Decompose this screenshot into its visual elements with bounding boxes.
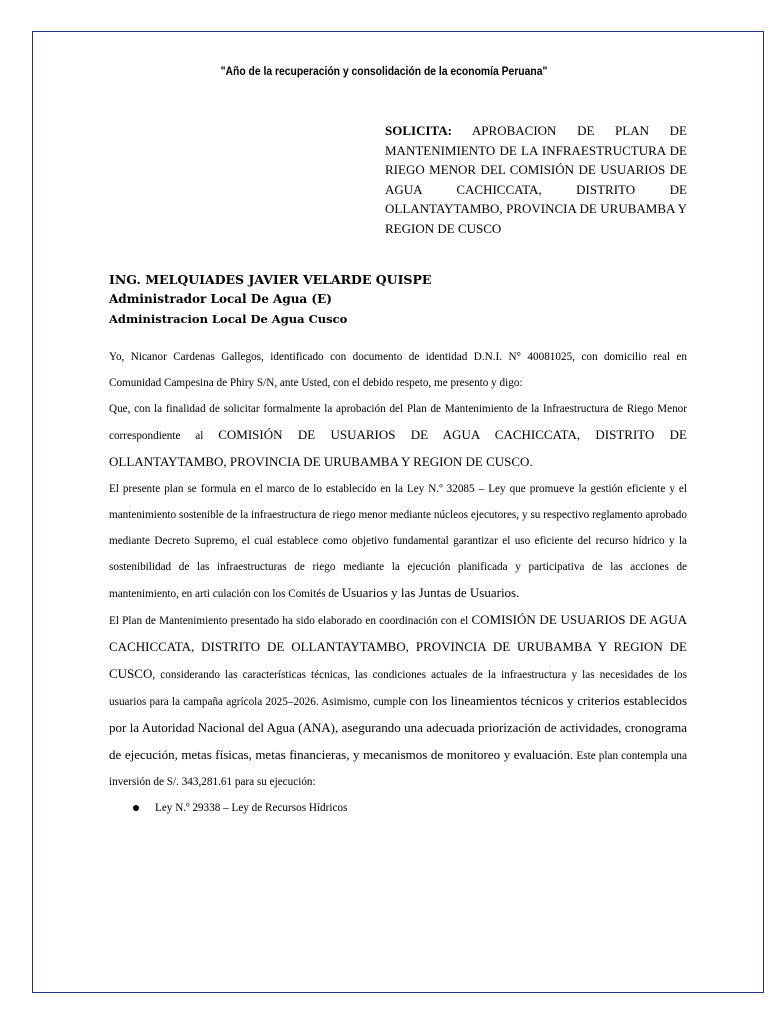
paragraph-legal-tail: Usuarios y las Juntas de Usuarios. — [341, 585, 520, 600]
addressee-office: Administracion Local De Agua Cusco — [109, 312, 348, 326]
paragraph-plan-text: El Plan de Mantenimiento presentado ha sido elaborado en coordinación con el — [109, 615, 469, 627]
paragraph-legal-framework — [109, 476, 687, 607]
law-list — [109, 795, 687, 821]
solicita-label: SOLICITA: — [385, 123, 452, 138]
document-motto: "Año de la recuperación y consolidación de la economía Peruana" — [220, 66, 548, 78]
addressee-block — [109, 271, 669, 330]
solicita-block — [385, 121, 687, 238]
bullet-icon — [133, 805, 139, 811]
addressee-name: ING. MELQUIADES JAVIER VELARDE QUISPE — [109, 272, 432, 287]
list-item — [109, 795, 687, 821]
paragraph-intro: Yo, Nicanor Cardenas Gallegos, identificado con documento de identidad D.N.I. N° 40081025, con domicilio real en Comunidad Campesina de Phiry S/N, ante Usted, con el debido respeto, me presento y digo: — [109, 351, 687, 389]
paragraph-plan — [109, 607, 687, 795]
paragraph-purpose — [109, 396, 687, 476]
paragraph-plan-guidelines: con los lineamientos técnicos y criterios establecidos por la Autoridad Nacional del Agua (ANA), asegurando una adecuada priorización de actividades, cronograma de ejecución, metas físicas, metas financieras, y mecanismos de monitoreo y evaluación. — [109, 693, 688, 762]
solicita-text: APROBACION DE PLAN DE MANTENIMIENTO DE LA INFRAESTRUCTURA DE RIEGO MENOR DEL COMISIÓN DE USUARIOS DE AGUA CACHICCATA, DISTRITO DE OLLANTAYTAMBO, PROVINCIA DE URUBAMBA Y REGION DE CUSCO — [385, 123, 687, 236]
addressee-role: Administrador Local De Agua (E) — [109, 292, 332, 306]
paragraph-legal-text: El presente plan se formula en el marco de lo establecido en la Ley N.º 32085 – Ley que promueve la gestión eficiente y el mantenimiento sostenible de la infraestructura de riego menor mediante núcleos ejecutores, y su respectivo reglamento aprobado mediante Decreto Supremo, el cual establece como objetivo fundamental garantizar el uso eficiente del recurso hídrico y la sostenibilidad de las infraestructuras de riego mediante la ejecución planificada y participativa de las acciones de mantenimiento, en arti culación con los Comités de — [109, 483, 687, 600]
list-item-text: Ley N.º 29338 – Ley de Recursos Hídricos — [155, 802, 348, 814]
paragraph-plan-conditions: , considerando las características técnicas, las condiciones actuales de la infraestructura y las necesidades de los usuarios para la campaña agrícola 2025–2026. Asimismo, cumple — [109, 669, 687, 708]
paragraph-purpose-text: Que, con la finalidad de solicitar formalmente la aprobación del Plan de Mantenimiento de la Infraestructura de Riego Menor correspondiente al — [109, 403, 687, 442]
letter-body — [109, 344, 687, 821]
paragraph-plan-investment: Este plan contempla una inversión de S/. 343,281.61 para su ejecución: — [109, 750, 687, 788]
paragraph-plan-entity: COMISIÓN DE USUARIOS DE AGUA CACHICCATA, DISTRITO DE OLLANTAYTAMBO, PROVINCIA DE URUBAMBA Y REGION DE CUSCO — [109, 612, 687, 681]
paragraph-purpose-entity: COMISIÓN DE USUARIOS DE AGUA CACHICCATA, DISTRITO DE OLLANTAYTAMBO, PROVINCIA DE URUBAMBA Y REGION DE CUSCO. — [109, 427, 687, 469]
